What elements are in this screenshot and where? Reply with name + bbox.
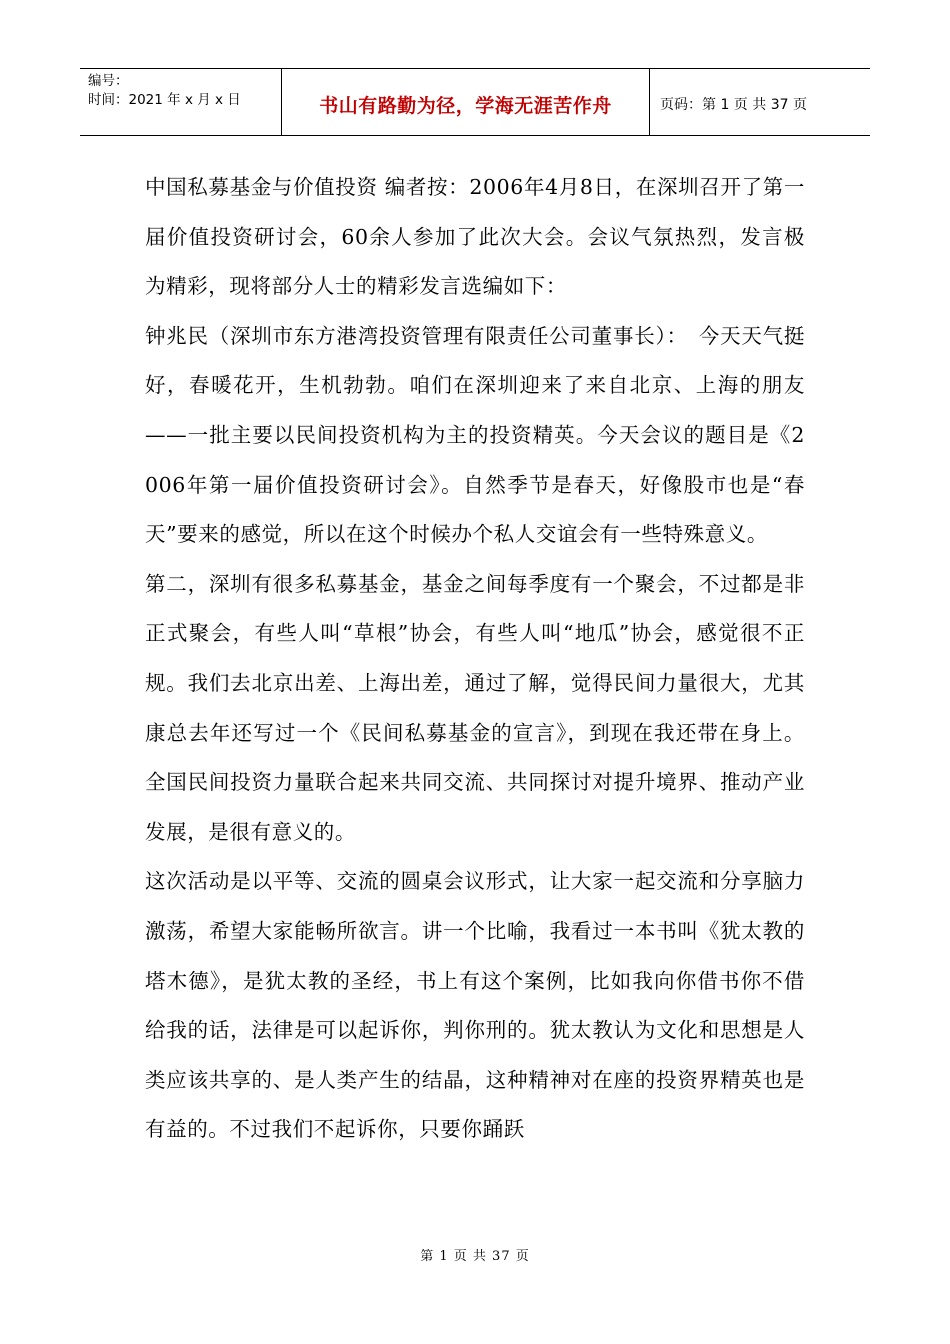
- paragraph: 第二，深圳有很多私募基金，基金之间每季度有一个聚会，不过都是非正式聚会，有些人叫“草根”协会，有些人叫“地瓜”协会，感觉很不正规。我们去北京出差、上海出差，通过了解，觉得民间力量很大，尤其康总去年还写过一个《民间私募基金的宣言》，到现在我还带在身上。全国民间投资力量联合起来共同交流、共同探讨对提升境界、推动产业发展，是很有意义的。: [145, 571, 805, 844]
- paragraph: 中国私募基金与价值投资 编者按：2006年4月8日，在深圳召开了第一届价值投资研讨会，60余人参加了此次大会。会议气氛热烈，发言极为精彩，现将部分人士的精彩发言选编如下：: [145, 175, 805, 299]
- header-meta: [80, 69, 282, 135]
- time-label: 时间：2021 年 x 月 x 日: [88, 92, 241, 108]
- paragraph: 钟兆民（深圳市东方港湾投资管理有限责任公司董事长）： 今天天气挺好，春暖花开，生机勃勃。咱们在深圳迎来了来自北京、上海的朋友——一批主要以民间投资机构为主的投资精英。今天会议的题目是《2006年第一届价值投资研讨会》。自然季节是春天，好像股市也是“春天”要来的感觉，所以在这个时候办个私人交谊会有一些特殊意义。: [145, 323, 805, 547]
- document-header: [80, 68, 870, 136]
- document-body: [145, 163, 805, 1155]
- header-motto: 书山有路勤为径，学海无涯苦作舟: [282, 69, 650, 135]
- header-page-info: 页码：第 1 页 共 37 页: [660, 97, 807, 113]
- paragraph: 这次活动是以平等、交流的圆桌会议形式，让大家一起交流和分享脑力激荡，希望大家能畅所欲言。讲一个比喻，我看过一本书叫《犹太教的塔木德》，是犹太教的圣经，书上有这个案例，比如我向你借书你不借给我的话，法律是可以起诉你，判你刑的。犹太教认为文化和思想是人类应该共享的、是人类产生的结晶，这种精神对在座的投资界精英也是有益的。不过我们不起诉你，只要你踊跃: [145, 869, 805, 1142]
- page-footer: 第 1 页 共 37 页: [420, 1249, 530, 1264]
- number-label: 编号：: [88, 73, 129, 89]
